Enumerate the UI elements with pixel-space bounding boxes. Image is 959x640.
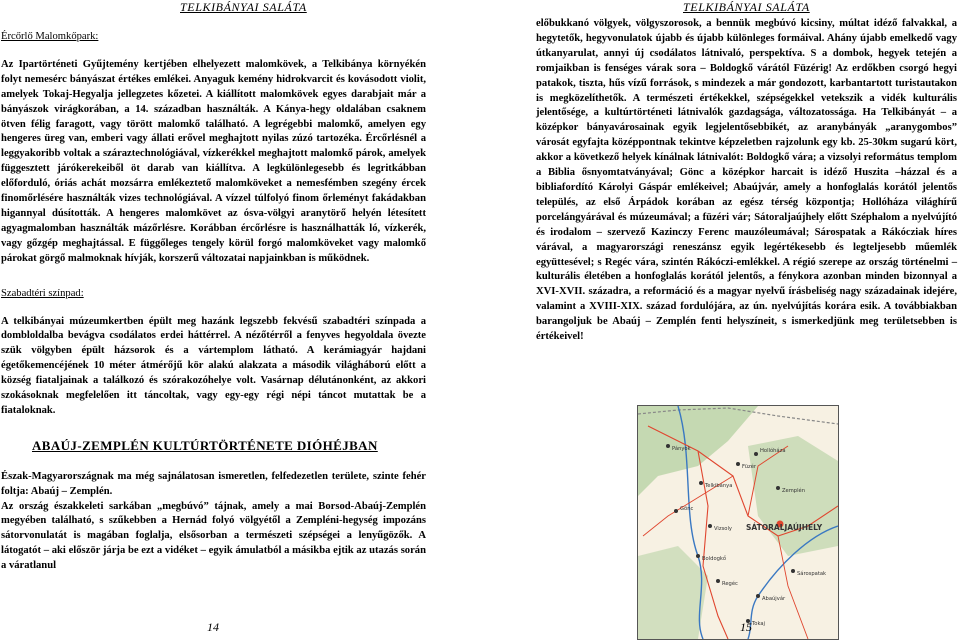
map-label-fuzer: Füzér — [742, 464, 757, 470]
running-header: TELKIBÁNYAI SALÁTA — [180, 0, 307, 14]
map-label-panyok: Pányok — [672, 446, 691, 452]
map-label-tokaj: Tokaj — [752, 621, 765, 627]
right-paragraph: előbukkanó völgyek, völgyszorosok, a bennük megbúvó kicsiny, múltat idéző falvakkal, a hegytetők, hegyvonulatok újabb és újabb különleges formáival. Ahány újabb emelkedő vagy útkanyarulat, annyi új csodálatos látnivaló, perspektíva. S a dombok, hegyek tetején a romjaikban is fenséges várak sora – Boldogkő várától Füzérig! Az erdőkben csorgó hegyi patakok, tiszta, hűs vízű források, s mindezek a már gondozott, karbantartott turistautakon is megközelíthetők. A természeti értékekkel, szépségekkel vetekszik a vidék kulturális jelentősége, a kultúrtörténeti látnivalók gazdagsága, változatossága. Ha Telkibányát – a középkor bányavárosainak egyik legjelentősebbikét, az aranybányák „aranygombos” városát egyfajta középpontnak tekintve képzeletben rajzolunk egy kb. 25-30km sugarú kört, akkor a következő helyek kínálnak látnivalót: Boldogkő vára; a vizsolyi református templom a Biblia ősnyomtatványával; Gönc a középkor harcait is idéző Huszita –házzal és a bibliafordító Károlyi Gáspár emlékeivel; Abaújvár, amely a honfoglalás korától jelentős település, az első Árpádok korában az egész térség központja; Hollóháza világhírű porcelángyárával és múzeumával; a füzéri vár; Sátoraljaújhely előtt Széphalom a nyelvújító és irodalom – szervező Kazinczy Ferenc mauzóleumával; Sárospatak a Rákócziak híres várával, a magyarországi reneszánsz egyik legértékesebb és legteljesebb műemlék együttesével; s Regéc vára, szintén Rákóczi-emlékkel. A régió szerepe az ország történelmi – kulturális életében a honfoglalás korától jelentős, a fénykora azonban minden bizonnyal a XVI-XVII. századra, a reformáció és a magyar nyelvű írásbeliség nagy századainak idejére, valamint a XVIII-XIX. század fordulójára, az ún. nyelvújítás korára esik. A továbbiakban barangoljuk be Abaúj – Zemplén fenti helyszíneit, s ismerkedjünk meg területsebben is értékeivel! — [536, 18, 957, 343]
intro-paragraph-2: Az ország északkeleti sarkában „megbúvó” tájnak, amely a mai Borsod-Abaúj-Zemplén megyében található, s szűkebben a Hernád folyó völgyétől a Zempléni-hegység impozáns sátorvonulatát is magában foglalja, elsősorban a természeti szépségei a lenyűgözők. A látogatót – aki először járja be ezt a vidéket – egyik ámulatból a másikba ejtik az utazás során a váratlanul — [1, 500, 426, 572]
running-header: TELKIBÁNYAI SALÁTA — [683, 0, 810, 14]
map-label-regec: Regéc — [722, 581, 738, 587]
map-label-vizsoly: Vizsoly — [714, 526, 732, 532]
section-title-malomkopark: Ércőrlő Malomkőpark: — [1, 31, 99, 42]
region-map-graphic — [638, 406, 838, 639]
right-page — [480, 0, 959, 638]
page-number: 15 — [740, 620, 752, 634]
map-label-sarospatak: Sárospatak — [797, 571, 827, 577]
map-label-telkibanya: Telkibánya — [705, 483, 733, 489]
page-number: 14 — [207, 620, 219, 634]
intro-paragraph-1: Észak-Magyarországnak ma még sajnálatosan ismeretlen, felfedezetlen területe, szinte fehér foltja: Abaúj – Zemplén. — [1, 470, 426, 497]
right-column — [536, 17, 957, 345]
map-label-gonc: Gönc — [680, 506, 694, 512]
szinpad-paragraph: A telkibányai múzeumkertben épült meg hazánk legszebb fekvésű szabadtéri színpada a dombloldalba bevágva csodálatos erdei háttérrel. A nézőtérről a fenyves hegyoldala övezte szük völgyben épült házsorok és a vártemplom látható. A kerámiagyár hajdani égetőkemencéjének 10 méter átmérőjű kör alakú alakzata a második világháború előtt a község fiataljainak a találkozó és szórakozóhelye volt. Vasárnap délutánonként, az akkori szokásoknak megfelelően itt táncoltak, vagy egy-egy régi népi táncot mutattak be a fiataloknak. — [1, 315, 426, 416]
section-title-szinpad: Szabadtéri színpad: — [1, 287, 84, 299]
map-label-abaujvar: Abaújvár — [762, 596, 786, 602]
left-column — [1, 30, 426, 574]
map-label-satoraljaujhely: SÁTORALJAÚJHELY — [746, 523, 823, 532]
malomkopark-paragraph: Az Ipartörténeti Gyűjtemény kertjében elhelyezett malomkövek, a Telkibánya környékén folyt nemesérc bányászat értékes emlékei. Anyaguk kemény hidrokvarcit és kovásodott violit, amelyek Tokaj-Hegyalja jellegzetes kőzetei. A kiállított malomkövek egyes darabjait már a bányászok virágkorában, a 14. században használták. A Kánya-hegy oldalában csaknem ötven félig faragott, vagy törött malomkő található. A legrégebbi malomkő, amelyen egy hengeres üreg van, emberi vagy állati erővel meghajtott nyilas zúzó tartozéka. Ércőrlésnél a leggyakoribb voltak a száraztechnológiával, vízkerékkel meghajtott malomkő párok, amelyek függesztett járókerekeiből öt darab van kiállítva. A legkülönlegesebb és legritkábban előforduló, óriás achát mozsárra emlékeztető malomköveket a nemesfémben szegény ércek finomőrlésére használták vizes technológiával. A vízzel túlfolyó finom őrleményt fakádakban higannyal dúsították. A hengeres malomkövet az ósva-völgyi aranytörő helyén létesített agyagmalomban használták mázőrlésre. Korábban ércőrlésre is használhatták ló, vízkerék, vagy gőzgép meghajtással. E függőleges tengely körül forgó malomköveket vagy malomkő párokat görgő malmoknak hívják, korszerű változatai napjainkban is működnek. — [1, 58, 426, 264]
document-heading: ABAÚJ-ZEMPLÉN KULTÚRTÖRTÉNETE DIÓHÉJBAN — [32, 437, 378, 453]
left-page — [0, 0, 480, 638]
map-label-boldogko: Boldogkő — [702, 556, 727, 562]
map-label-hollohaza: Hollóháza — [760, 448, 786, 454]
region-map — [637, 405, 839, 640]
map-label-zemplen: Zemplén — [782, 488, 806, 494]
